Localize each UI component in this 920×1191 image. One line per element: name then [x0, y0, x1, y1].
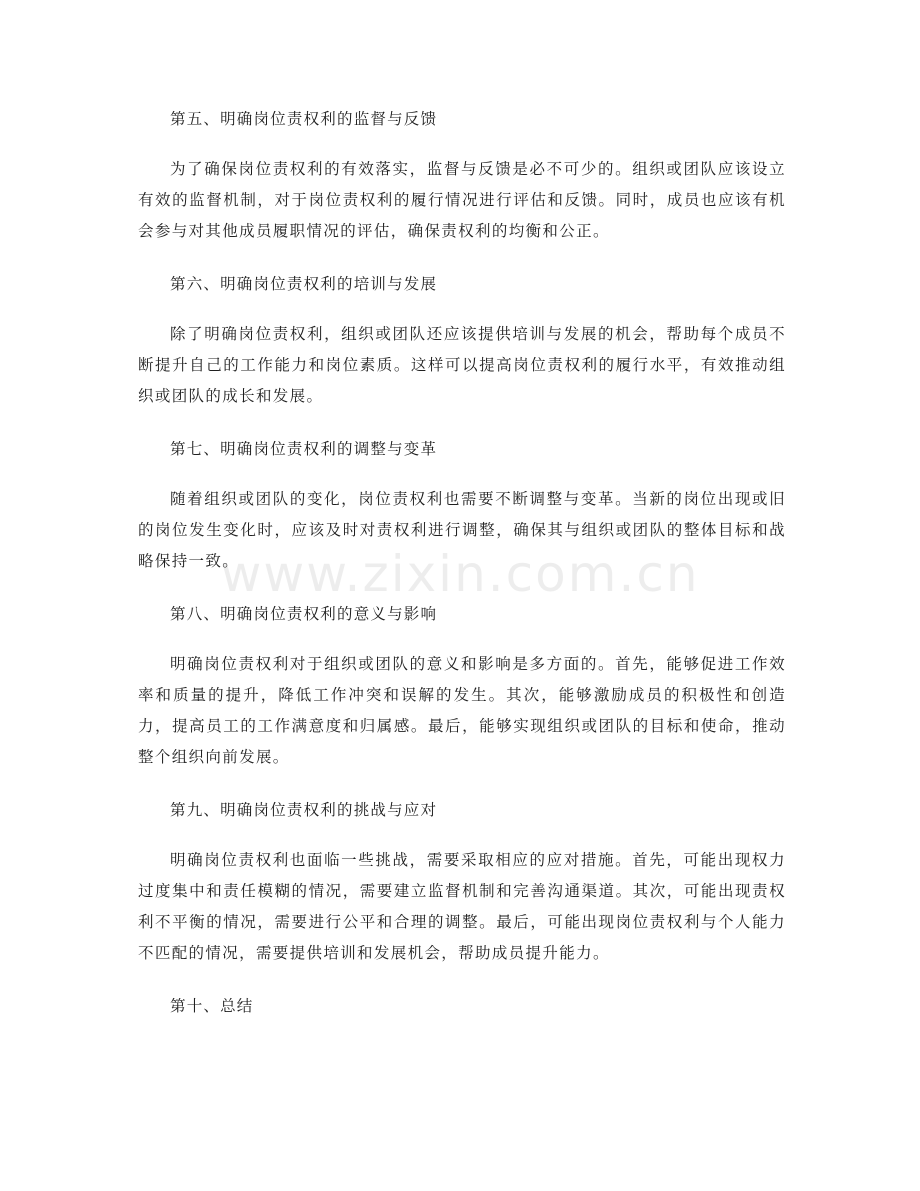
section-heading-6: 第六、明确岗位责权利的培训与发展: [170, 275, 438, 293]
section-heading-5: 第五、明确岗位责权利的监督与反馈: [170, 110, 438, 128]
watermark: www.zixin.com.cn: [220, 545, 700, 603]
section-heading-10: 第十、总结: [170, 997, 254, 1015]
document-body: [138, 104, 786, 1022]
section-paragraph-5: 为了确保岗位责权利的有效落实，监督与反馈是必不可少的。组织或团队应该设立有效的监督机制，对于岗位责权利的履行情况进行评估和反馈。同时，成员也应该有机会参与对其他成员履职情况的评估，确保责权利的均衡和公正。: [138, 160, 786, 240]
section-paragraph-7: 随着组织或团队的变化，岗位责权利也需要不断调整与变革。当新的岗位出现或旧的岗位发生变化时，应该及时对责权利进行调整，确保其与组织或团队的整体目标和战略保持一致。: [138, 490, 786, 570]
section-heading-7: 第七、明确岗位责权利的调整与变革: [170, 440, 438, 458]
section-paragraph-6: 除了明确岗位责权利，组织或团队还应该提供培训与发展的机会，帮助每个成员不断提升自己的工作能力和岗位素质。这样可以提高岗位责权利的履行水平，有效推动组织或团队的成长和发展。: [138, 325, 786, 405]
section-paragraph-8: 明确岗位责权利对于组织或团队的意义和影响是多方面的。首先，能够促进工作效率和质量的提升，降低工作冲突和误解的发生。其次，能够激励成员的积极性和创造力，提高员工的工作满意度和归属感。最后，能够实现组织或团队的目标和使命，推动整个组织向前发展。: [138, 655, 786, 766]
section-paragraph-9: 明确岗位责权利也面临一些挑战，需要采取相应的应对措施。首先，可能出现权力过度集中和责任模糊的情况，需要建立监督机制和完善沟通渠道。其次，可能出现责权利不平衡的情况，需要进行公平和合理的调整。最后，可能出现岗位责权利与个人能力不匹配的情况，需要提供培训和发展机会，帮助成员提升能力。: [138, 851, 786, 962]
section-heading-8: 第八、明确岗位责权利的意义与影响: [170, 605, 438, 623]
section-heading-9: 第九、明确岗位责权利的挑战与应对: [170, 801, 438, 819]
